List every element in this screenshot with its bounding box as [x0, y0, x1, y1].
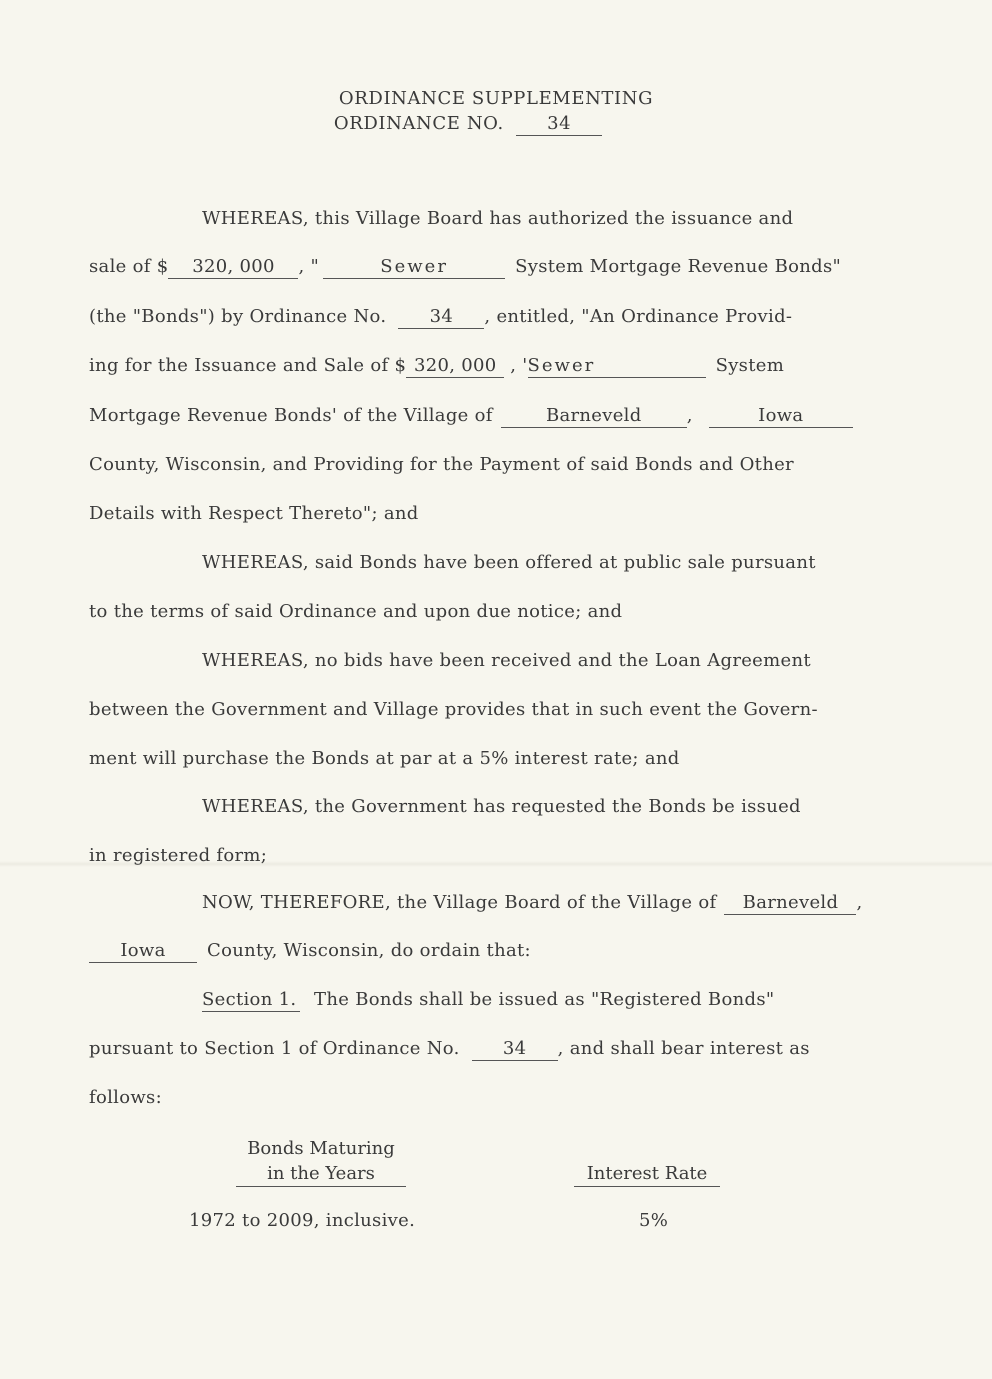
text: , ' — [510, 355, 528, 376]
text: (the "Bonds") by Ordinance No. — [89, 306, 387, 327]
text: NOW, THEREFORE, the Village Board of the Village of — [202, 892, 717, 913]
p1-line-5 — [89, 405, 853, 428]
title-prefix: ORDINANCE NO. — [333, 113, 504, 134]
p1-line-7: Details with Respect Thereto"; and — [89, 503, 419, 524]
text: , entitled, "An Ordinance Provid- — [484, 306, 793, 327]
p5-line-1 — [202, 892, 863, 915]
document-title — [0, 86, 992, 136]
col-years-header — [236, 1136, 406, 1187]
text: System — [715, 355, 785, 376]
p1-line-1: WHEREAS, this Village Board has authorized the issuance and — [202, 208, 794, 229]
title-line-1: ORDINANCE SUPPLEMENTING — [338, 88, 654, 109]
text: System Mortgage Revenue Bonds" — [515, 256, 842, 277]
text: , and shall bear interest as — [557, 1038, 810, 1059]
text: , — [856, 892, 863, 913]
amount2-fill: 320, 000 — [406, 355, 504, 378]
text: , — [686, 405, 693, 426]
p6-line-3: follows: — [89, 1087, 162, 1108]
section-label: Section 1. — [202, 989, 300, 1012]
col-years-header-line1: Bonds Maturing — [247, 1138, 395, 1159]
text: ing for the Issuance and Sale of $ — [89, 355, 407, 376]
village2-fill: Barneveld — [724, 892, 856, 915]
p1-line-4 — [89, 355, 784, 378]
p1-line-3 — [89, 306, 792, 329]
col-rate-header: Interest Rate — [574, 1161, 720, 1187]
p4-line-1: WHEREAS, the Government has requested the Bonds be issued — [202, 796, 801, 817]
text: , " — [298, 256, 320, 277]
text: The Bonds shall be issued as "Registered Bonds" — [314, 989, 775, 1010]
text: Mortgage Revenue Bonds' of the Village of — [89, 405, 493, 426]
village-fill: Barneveld — [501, 405, 687, 428]
p6-line-2 — [89, 1038, 810, 1061]
col-years-header-line2: in the Years — [236, 1161, 406, 1187]
row-years: 1972 to 2009, inclusive. — [189, 1210, 416, 1231]
title-line-2 — [334, 111, 602, 136]
p1-line-6: County, Wisconsin, and Providing for the Payment of said Bonds and Other — [89, 454, 794, 475]
p2-line-2: to the terms of said Ordinance and upon due notice; and — [89, 601, 623, 622]
p3-line-3: ment will purchase the Bonds at par at a 5% interest rate; and — [89, 748, 680, 769]
p3-line-1: WHEREAS, no bids have been received and the Loan Agreement — [202, 650, 811, 671]
county-fill: Iowa — [709, 405, 853, 428]
text: sale of $ — [89, 256, 169, 277]
ordinance-no-fill: 34 — [398, 306, 484, 329]
system2-fill: Sewer — [528, 355, 706, 378]
system-fill: Sewer — [323, 256, 505, 279]
p5-line-2 — [89, 940, 531, 963]
amount-fill: 320, 000 — [168, 256, 298, 279]
p4-line-2: in registered form; — [89, 845, 268, 866]
text: pursuant to Section 1 of Ordinance No. — [89, 1038, 460, 1059]
ordinance-number-fill: 34 — [516, 113, 602, 136]
p3-line-2: between the Government and Village provides that in such event the Govern- — [89, 699, 818, 720]
p1-line-2 — [89, 256, 841, 279]
p6-line-1 — [202, 989, 774, 1012]
text: County, Wisconsin, do ordain that: — [207, 940, 531, 961]
row-rate: 5% — [639, 1210, 669, 1231]
county2-fill: Iowa — [89, 940, 197, 963]
ordinance-no2-fill: 34 — [472, 1038, 558, 1061]
p2-line-1: WHEREAS, said Bonds have been offered at public sale pursuant — [202, 552, 816, 573]
